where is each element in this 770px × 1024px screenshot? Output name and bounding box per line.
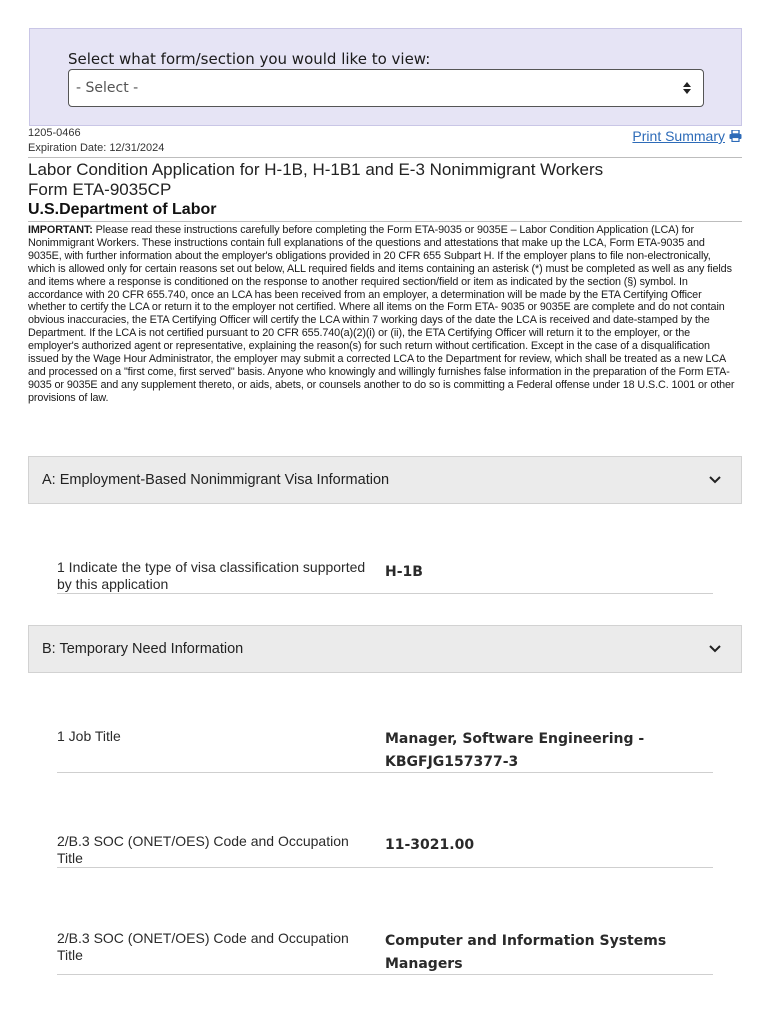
field-divider [57, 772, 713, 773]
soc-code-value: 11-3021.00 [385, 837, 475, 853]
print-summary-label: Print Summary [632, 128, 725, 144]
section-a-heading: A: Employment-Based Nonimmigrant Visa Information [42, 472, 390, 488]
soc-title-value: Computer and Information Systems Managers [385, 933, 667, 972]
job-title-value: Manager, Software Engineering - KBGFJG157377-3 [385, 731, 645, 770]
select-current-value: - Select - [76, 80, 139, 96]
soc-code-label: 2/B.3 SOC (ONET/OES) Code and Occupation Title [57, 833, 349, 866]
section-b-heading: B: Temporary Need Information [42, 641, 244, 657]
form-number: Form ETA-9035CP [28, 180, 172, 199]
omb-control-number: 1205-0466 [28, 127, 81, 139]
chevron-down-icon [709, 476, 721, 484]
field-divider [57, 974, 713, 975]
field-divider [57, 593, 713, 594]
field-divider [57, 867, 713, 868]
notice-lead: IMPORTANT: [28, 224, 93, 236]
visa-classification-label: 1 Indicate the type of visa classification supported by this application [57, 559, 366, 592]
form-section-select[interactable] [68, 69, 704, 107]
form-title: Labor Condition Application for H-1B, H-1B1 and E-3 Nonimmigrant Workers [28, 160, 604, 179]
chevron-down-icon [709, 645, 721, 653]
form-section-selector-panel [29, 28, 742, 126]
divider [28, 221, 742, 222]
expiration-date: Expiration Date: 12/31/2024 [28, 142, 165, 154]
selector-label: Select what form/section you would like to view: [68, 50, 431, 68]
visa-classification-value: H-1B [385, 564, 423, 580]
soc-title-label: 2/B.3 SOC (ONET/OES) Code and Occupation Title [57, 930, 349, 963]
printer-icon [729, 130, 742, 142]
divider [28, 157, 742, 158]
section-a-accordion[interactable] [28, 456, 742, 504]
department-name: U.S.Department of Labor [28, 201, 217, 218]
job-title-label: 1 Job Title [57, 728, 121, 744]
sort-arrows-icon [683, 82, 691, 94]
print-summary-link[interactable] [632, 128, 742, 144]
section-b-accordion[interactable] [28, 625, 742, 673]
notice-body: Please read these instructions carefully before completing the Form ETA-9035 or 9035E – Labor Condition Application (LCA) for Nonimmigrant Workers. These instructions contain full explanations of the questions and attestations that make up the LCA, Form ETA-9035 and 9035E, with further information about the employer's obligations provided in 20 CFR 655 Subpart H. If the employer plans to file non-electronically, which is allowed only for certain reasons set out below, ALL required fields and items containing an asterisk (*) must be completed as well as any fields and items where a response is conditioned on the response to another required section/field or item as indicated by the section (§) symbol. In accordance with 20 CFR 655.740, once an LCA has been received from an employer, a determination will be made by the ETA Certifying Officer whether to certify the LCA or return it to the employer not certified. Where all items on the Form ETA- 9035 or 9035E are complete and do not contain obvious inaccuracies, the ETA Certifying Officer will certify the LCA within 7 working days of the date the LCA is received and date-stamped by the Department. If the LCA is not certified pursuant to 20 CFR 655.740(a)(2)(i) or (ii), the ETA Certifying Officer will return it to the employer, or the employer's authorized agent or representative, explaining the reason(s) for such return without certification. Except in the case of a disqualification issued by the Wage Hour Administrator, the employer may submit a corrected LCA to the Department for review, which shall be treated as a new LCA and processed on a "first come, first served" basis. Anyone who knowingly and willingly furnishes false information in the preparation of the Form ETA- 9035 or 9035E and any supplement thereto, or aids, abets, or counsels another to do so is committing a Federal offense under 18 U.S.C. 1001 or other provisions of law. [28, 224, 735, 404]
important-notice [28, 224, 740, 405]
